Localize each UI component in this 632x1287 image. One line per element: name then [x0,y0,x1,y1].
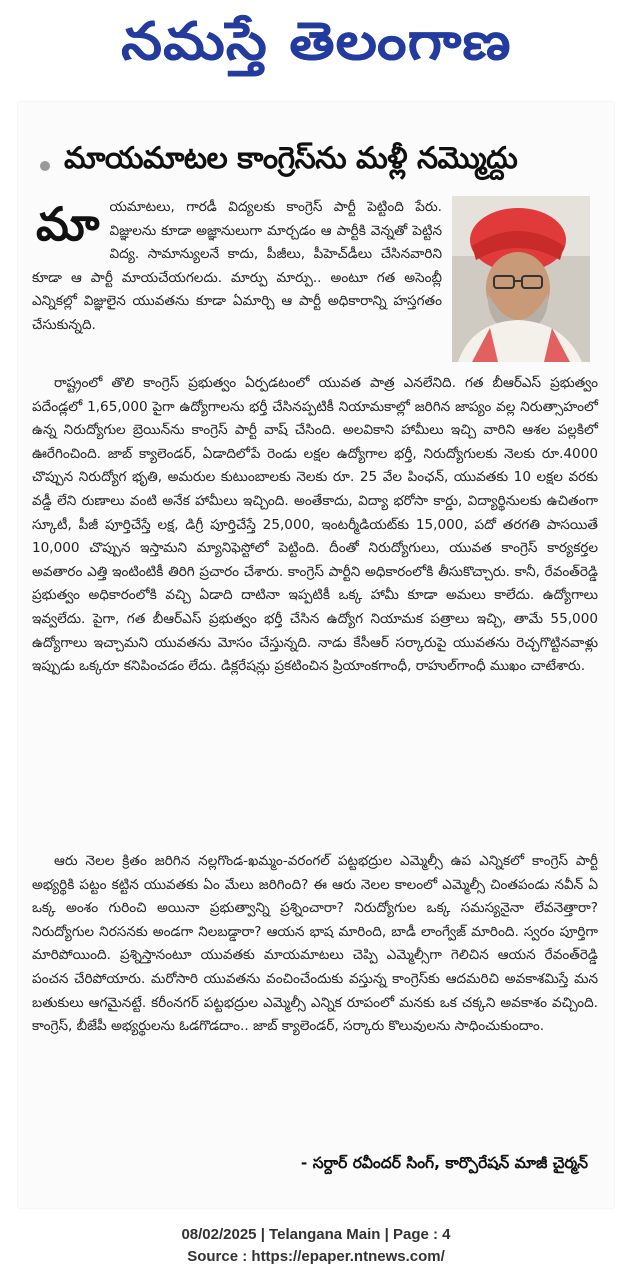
paragraph-1: రాష్ట్రంలో తొలి కాంగ్రెస్ ప్రభుత్వం ఏర్పడటంలో యువత పాత్ర ఎనలేనిది. గత బీఆర్‌ఎస్ ప్రభుత్వం పదేండ్లలో 1,65,000 పైగా ఉద్యోగాలను భర్తీ చేసినప్పటికీ నియామకాల్లో జరిగిన జాప్యం వల్ల నిరుత్సాహంలో ఉన్న నిరుద్యోగుల బ్రెయిన్‌ను కాంగ్రెస్ పార్టీ వాష్ చేసింది. అలవికాని హామీలు ఇచ్చి వారిని ఆశల పల్లకిలో ఊరేగించింది. జాబ్ క్యాలెండర్, ఏడాదిలోపే రెండు లక్షల ఉద్యోగాల భర్తీ, నిరుద్యోగులకు నెలకు రూ.4000 చొప్పున నిరుద్యోగ భృతి, అమరుల కుటుంబాలకు నెలకు రూ. 25 వేల పింఛన్, యువతకు 10 లక్షల వరకు వడ్డీ లేని రుణాలు వంటి అనేక హామీలు ఇచ్చింది. అంతేకాదు, విద్యా భరోసా కార్డు, విద్యార్థినులకు ఉచితంగా స్కూటీ, పీజీ పూర్తిచేస్తే లక్ష, డిగ్రీ పూర్తిచేస్తే 25,000, ఇంటర్మీడియట్‌కు 15,000, పదో తరగతి పాసయితే 10,000 చొప్పున ఇస్తామని మ్యానిఫెస్టోలో పెట్టింది. దీంతో నిరుద్యోగులు, యువత కాంగ్రెస్ కార్యకర్తల అవతారం ఎత్తి ఇంటింటికీ తిరిగి ప్రచారం చేశారు. కాంగ్రెస్ పార్టీని అధికారంలోకి తీసుకొచ్చారు. కానీ, రేవంత్‌రెడ్డి ప్రభుత్వం అధికారంలోకి వచ్చి ఏడాది దాటినా ఇప్పటికీ ఒక్క హామీ కూడా అమలు కాలేదు. ఉద్యోగాలు ఇవ్వలేదు. పైగా, గత బీఆర్‌ఎస్ ప్రభుత్వం భర్తీ చేసిన ఉద్యోగ నియామక పత్రాలు ఇచ్చి, తామే 55,000 ఉద్యోగాలు ఇచ్చామని యువతను మోసం చేస్తున్నది. నాడు కేసీఆర్ సర్కారుపై యువతను రెచ్చగొట్టినవాళ్లు ఇప్పుడు ఒక్కరూ కనిపించడం లేదు. డిక్లరేషన్లు ప్రకటించిన ప్రియాంకగాంధీ, రాహుల్‌గాంధీ ముఖం చాటేశారు. [32,375,598,675]
article-headline: మాయమాటల కాంగ్రెస్‌ను మళ్లీ నమ్మొద్దు [64,141,518,176]
footer [0,1224,632,1268]
paragraph-2: ఆరు నెలల క్రితం జరిగిన నల్లగొండ-ఖమ్మం-వరంగల్ పట్టభద్రుల ఎమ్మెల్సీ ఉప ఎన్నికలో కాంగ్రెస్ పార్టీ అభ్యర్థికి పట్టం కట్టిన యువతకు ఏం మేలు జరిగింది? ఈ ఆరు నెలల కాలంలో ఎమ్మెల్సీ చింతపండు నవీన్ ఏ ఒక్క అంశం గురించి అయినా ప్రభుత్వాన్ని ప్రశ్నించారా? నిరుద్యోగుల ఒక్క సమస్యనైనా లేవనెత్తారా? నిరుద్యోగుల నిరసనకు అండగా నిలబడ్డారా? ఆయన భాష మారింది, బాడీ లాంగ్వేజ్ మారింది. స్వరం పూర్తిగా మారిపోయింది. ప్రశ్నిస్తానంటూ యువతకు మాయమాటలు చెప్పి ఎమ్మెల్సీగా గెలిచిన ఆయన రేవంత్‌రెడ్డి పంచన చేరిపోయారు. మరోసారి యువతను వంచించేందుకు వస్తున్న కాంగ్రెస్‌కు ఆదమరిచి అవకాశమిస్తే మన బతుకులు ఆగమైనట్టే. కరీంనగర్ పట్టభద్రుల ఎమ్మెల్సీ ఎన్నిక రూపంలో మనకు ఒక చక్కని అవకాశం వచ్చింది. కాంగ్రెస్, బీజేపీ అభ్యర్థులను ఓడగొడదాం.. జాబ్ క్యాలెండర్, సర్కారు కొలువులను సాధించుకుందాం. [32,853,598,1035]
source-link[interactable]: Source : https://epaper.ntnews.com/ [187,1248,445,1265]
masthead [0,6,632,78]
article-intro [32,196,442,338]
article-body-2 [32,850,598,1039]
drop-cap: మా [36,197,100,251]
article-body [32,372,598,679]
author-portrait-image [452,196,590,362]
author-photo [452,196,590,362]
intro-text: యమాటలు, గారడీ విద్యలకు కాంగ్రెస్ పార్టీ పెట్టింది పేరు. విజ్ఞులను కూడా అజ్ఞానులుగా మార్చడం ఆ పార్టీకి వెన్నతో పెట్టిన విద్య. సామాన్యులనే కాదు, పీజీలు, పీహెచ్‌డీలు చేసినవారిని కూడా ఆ పార్టీ మాయచేయగలదు. మార్పు మార్పు.. అంటూ గత అసెంబ్లీ ఎన్నికల్లో విజ్ఞులైన యువతను కూడా ఏమార్చి ఆ పార్టీ అధికారాన్ని హస్తగతం చేసుకున్నది. [32,199,442,333]
bullet-icon [40,161,50,171]
edition-info: 08/02/2025 | Telangana Main | Page : 4 [181,1226,451,1243]
author-byline: - సర్దార్ రవీందర్ సింగ్, కార్పొరేషన్ మాజీ చైర్మన్ [300,1154,588,1172]
headline-row [40,138,610,186]
newspaper-logo: నమస్తే తెలంగాణ [120,12,512,72]
